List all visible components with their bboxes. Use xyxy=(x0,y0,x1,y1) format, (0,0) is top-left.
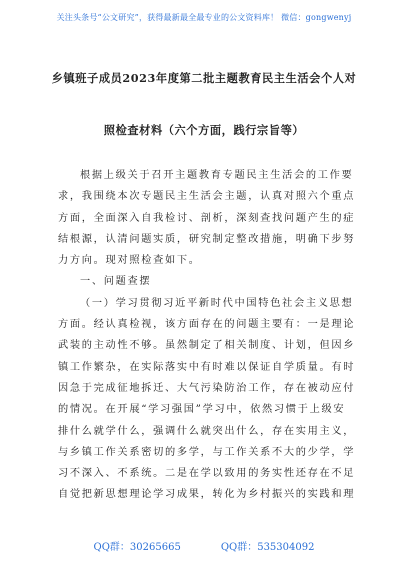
body-line: 结根源，认清问题实质，研究制定整改措施，明确下步努 xyxy=(58,233,356,245)
body-line: （一）学习贯彻习近平新时代中国特色社会主义思想 xyxy=(80,297,354,309)
body-line: 一、问题查摆 xyxy=(80,276,152,288)
body-line: 根据上级关于召开主题教育专题民主生活会的工作要 xyxy=(80,170,354,181)
body-line: 习不深入、不系统。二是在学以致用的务实性还存在不足 xyxy=(58,468,356,480)
body-line: 方面。经认真检视，该方面存在的问题主要有：一是理论 xyxy=(58,319,356,331)
body-line: 方面，全面深入自我检讨、剖析，深刻查找问题产生的症 xyxy=(58,212,356,224)
body-line: 因急于完成征地拆迁、大气污染防治工作，存在被动应付 xyxy=(58,382,356,394)
body-line: 力方向。现对照检查如下。 xyxy=(58,255,201,267)
qq-group-1: QQ群：30265665 xyxy=(93,542,181,553)
document-body xyxy=(58,165,356,506)
promo-header: 关注头条号“公文研究”，获得最新最全最专业的公文资料库！ 微信：gongwenyj xyxy=(56,13,352,22)
body-line: 与乡镇工作关系密切的多学，与工作关系不大的少学，学 xyxy=(58,446,356,458)
footer-contact xyxy=(0,538,408,553)
body-line: 镇工作繁杂，在实际落实中有时难以保证自学质量。有时 xyxy=(58,361,356,373)
body-line: 武装的主动性不够。虽然制定了相关制度、计划，但因乡 xyxy=(58,340,356,352)
body-line: 排什么就学什么，强调什么就突出什么，存在实用主义， xyxy=(58,425,356,437)
body-line: 求，我围绕本次专题民主生活会主题，认真对照六个重点 xyxy=(58,191,356,203)
document-title-line-1: 乡镇班子成员2023年度第二批主题教育民主生活会个人对 xyxy=(51,71,357,85)
body-line: 的情况。在开展“学习强国”学习中，依然习惯于上级安 xyxy=(58,404,346,416)
qq-group-2: QQ群：535304092 xyxy=(220,542,315,553)
document-title-line-2: 照检查材料（六个方面，践行宗旨等） xyxy=(103,123,305,137)
body-line: 自觉把新思想理论学习成果，转化为乡村振兴的实践和理 xyxy=(58,489,356,501)
